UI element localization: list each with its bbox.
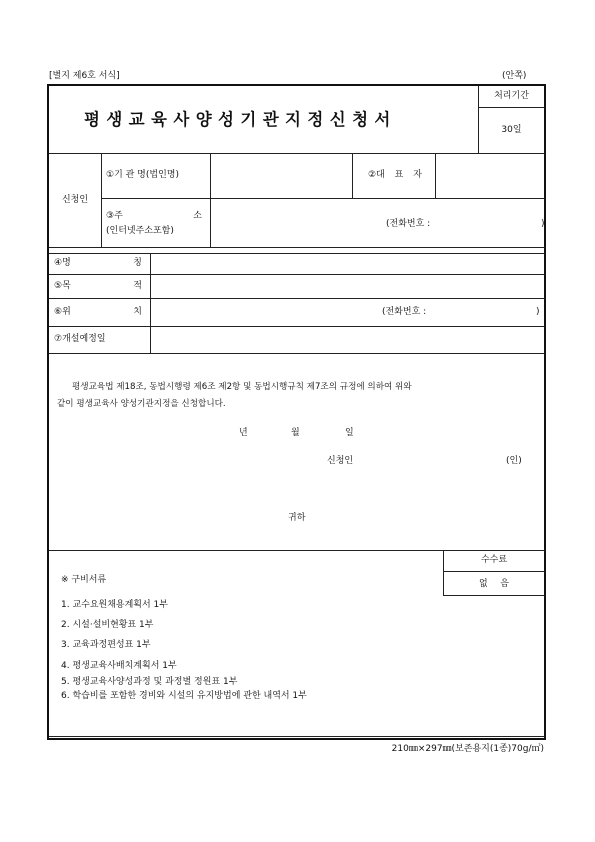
fee-bottom-rule bbox=[443, 595, 545, 596]
opening-date-label: ⑦개설예정일 bbox=[54, 334, 106, 344]
address-sub-label: (인터넷주소포함) bbox=[106, 226, 174, 236]
applicant-bottom-rule bbox=[49, 247, 545, 248]
location-phone-open: (전화번호 : bbox=[382, 307, 427, 317]
processing-divider bbox=[478, 107, 545, 108]
representative-left-rule bbox=[352, 153, 353, 198]
institution-name-label: ①기 관 명(법인명) bbox=[106, 170, 179, 180]
processing-period-label: 처리기간 bbox=[494, 91, 529, 101]
location-phone-close: ) bbox=[536, 307, 540, 317]
document-item: 6. 학습비를 포함한 경비와 시설의 유지방법에 관한 내역서 1부 bbox=[61, 691, 307, 701]
institution-name-field[interactable] bbox=[210, 154, 351, 197]
location-label: ⑥위 치 bbox=[54, 307, 142, 317]
document-item: 4. 평생교육사배치계획서 1부 bbox=[61, 661, 177, 671]
address-field[interactable] bbox=[211, 199, 545, 246]
page-side-label: (안쪽) bbox=[502, 71, 527, 81]
name-label: ④명 칭 bbox=[54, 258, 142, 268]
date-month-label: 월 bbox=[291, 428, 300, 438]
location-field[interactable] bbox=[151, 299, 545, 325]
document-item: 3. 교육과정편성표 1부 bbox=[61, 640, 151, 650]
fee-label: 수수료 bbox=[480, 555, 508, 565]
name-field[interactable] bbox=[151, 254, 545, 273]
addressee: 귀하 bbox=[288, 513, 306, 523]
signer-label: 신청인 bbox=[327, 456, 354, 466]
form-number: [별지 제6호 서식] bbox=[49, 71, 120, 81]
document-item: 5. 평생교육사양성과정 및 과정별 정원표 1부 bbox=[61, 677, 238, 687]
statement-line-2: 같이 평생교육사 양성기관지정을 신청합니다. bbox=[57, 399, 226, 409]
paper-spec: 210㎜×297㎜(보존용지(1종)70g/㎡) bbox=[391, 744, 544, 754]
documents-header: ※ 구비서류 bbox=[61, 575, 107, 585]
representative-field[interactable] bbox=[436, 154, 545, 197]
applicant-column-rule bbox=[101, 153, 102, 247]
opening-date-field[interactable] bbox=[151, 327, 545, 352]
fee-value: 없 음 bbox=[479, 579, 509, 589]
document-item: 2. 시설·설비현황표 1부 bbox=[61, 620, 154, 630]
date-year-label: 년 bbox=[239, 428, 248, 438]
address-phone-open: (전화번호 : bbox=[386, 219, 431, 229]
document-item: 1. 교수요원채용계획서 1부 bbox=[61, 600, 168, 610]
form-title: 평생교육사양성기관지정신청서 bbox=[84, 110, 397, 129]
purpose-label: ⑤목 적 bbox=[54, 281, 142, 291]
facility-bottom-rule bbox=[49, 353, 545, 354]
address-label: ③주 소 bbox=[106, 211, 202, 221]
processing-period-value: 30일 bbox=[501, 125, 522, 135]
fee-mid-rule bbox=[443, 571, 545, 572]
representative-label: ②대 표 자 bbox=[368, 170, 422, 180]
purpose-field[interactable] bbox=[151, 275, 545, 297]
statement-line-1: 평생교육법 제18조, 동법시행령 제6조 제2항 및 동법시행규칙 제7조의 규정에 의하여 위와 bbox=[72, 382, 412, 392]
applicant-label: 신청인 bbox=[61, 195, 89, 205]
date-day-label: 일 bbox=[345, 428, 354, 438]
frame-inner-bottom-rule bbox=[49, 736, 545, 737]
seal-mark: (인) bbox=[506, 456, 522, 466]
address-phone-close: ) bbox=[541, 219, 545, 229]
statement-bottom-rule bbox=[49, 550, 545, 551]
